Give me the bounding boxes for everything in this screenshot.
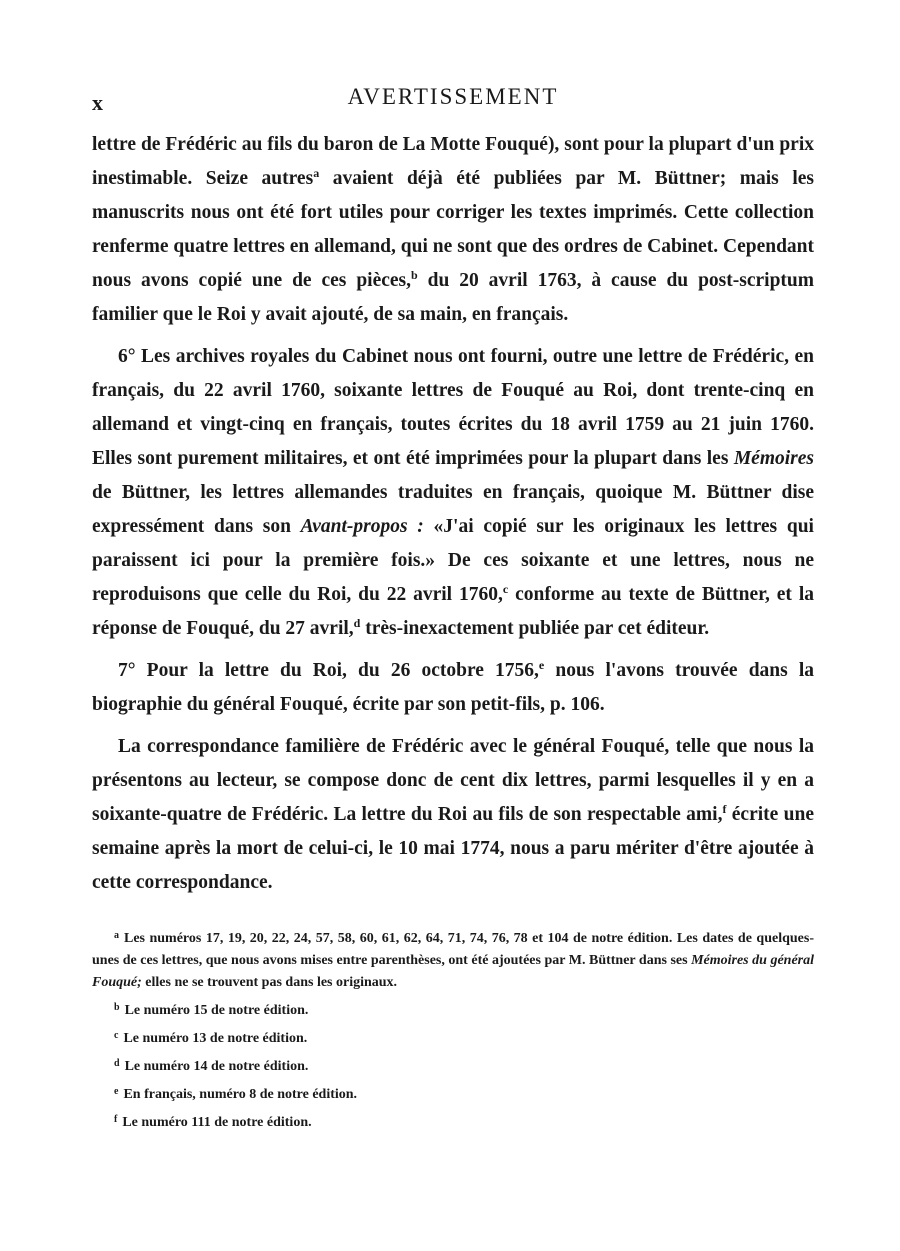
- text-run: très-inexactement publiée par cet éditeur.: [360, 618, 710, 639]
- footnote-e: [92, 1084, 814, 1106]
- footnote-text: elles ne se trouvent pas dans les originaux.: [141, 975, 398, 990]
- text-run: nous l'avons trouvée dans la biographie du général Fouqué, écrite par son petit-fils, p. 106.: [92, 660, 814, 715]
- paragraph-7: [92, 654, 814, 722]
- footnote-marker: a: [114, 930, 119, 941]
- text-run: La correspondance familière de Frédéric avec le général Fouqué, telle que nous la présentons au lecteur, se compose donc de cent dix lettres, parmi lesquelles il y en a soixante-quatre de Frédéric. La lettre du Roi au fils de son respectable ami,: [92, 736, 814, 825]
- footnote-ref-f: f: [722, 802, 727, 816]
- text-run: avaient déjà été publiées par M. Büttner; mais les manuscrits nous ont été fort utiles pour corriger les textes imprimés. Cette collection renferme quatre lettres en allemand, qui ne sont que des ordres de Cabinet. Cependant nous avons copié une de ces pièces,: [92, 168, 814, 291]
- paragraph-continuation: [92, 128, 814, 332]
- footnote-f: [92, 1112, 814, 1134]
- footnote-marker: f: [114, 1114, 118, 1125]
- page-header: [92, 84, 814, 114]
- footnote-ref-b: b: [411, 268, 418, 282]
- footnote-c: [92, 1028, 814, 1050]
- footnote-text: Le numéro 14 de notre édition.: [124, 1059, 309, 1074]
- text-run: «J'ai copié sur les originaux les lettres qui paraissent ici pour la première fois.» De ces soixante et une lettres, nous ne reproduisons que celle du Roi, du 22 avril 1760,: [92, 516, 814, 605]
- text-run: écrite une semaine après la mort de celui-ci, le 10 mai 1774, nous a paru mériter d'être ajoutée à cette correspondance.: [92, 804, 814, 893]
- footnote-marker: c: [114, 1030, 119, 1041]
- footnote-marker: b: [114, 1002, 120, 1013]
- footnote-b: [92, 1000, 814, 1022]
- footnote-text: En français, numéro 8 de notre édition.: [123, 1087, 358, 1102]
- text-run: du 20 avril 1763, à cause du post-scriptum familier que le Roi y avait ajouté, de sa main, en français.: [92, 270, 814, 325]
- footnote-a: [92, 928, 814, 994]
- italic-title: Mémoires: [733, 448, 814, 469]
- paragraph-conclusion: [92, 730, 814, 900]
- footnotes: [92, 928, 814, 1140]
- italic-title: Mémoires du général Fouqué;: [92, 953, 815, 990]
- footnote-marker: d: [114, 1058, 120, 1069]
- text-run: 6° Les archives royales du Cabinet nous ont fourni, outre une lettre de Frédéric, en français, du 22 avril 1760, soixante lettres de Fouqué au Roi, dont trente-cinq en allemand et vingt-cinq en français, toutes écrites du 18 avril 1759 au 21 juin 1760. Elles sont purement militaires, et ont été imprimées pour la plupart dans les: [92, 346, 814, 469]
- text-run: de Büttner, les lettres allemandes traduites en français, quoique M. Büttner dise expressément dans son: [92, 482, 814, 537]
- footnote-marker: e: [114, 1086, 119, 1097]
- footnote-d: [92, 1056, 814, 1078]
- footnote-ref-c: c: [502, 582, 509, 596]
- footnote-ref-d: d: [353, 616, 361, 630]
- footnote-ref-e: e: [538, 658, 545, 672]
- running-title: AVERTISSEMENT: [347, 84, 559, 109]
- body-text: [92, 128, 814, 908]
- paragraph-6: [92, 340, 814, 646]
- text-run: conforme au texte de Büttner, et la réponse de Fouqué, du 27 avril,: [92, 584, 814, 639]
- footnote-ref-a: a: [313, 166, 320, 180]
- footnote-text: Le numéro 111 de notre édition.: [122, 1115, 312, 1130]
- text-run: 7° Pour la lettre du Roi, du 26 octobre 1756,: [118, 660, 539, 681]
- italic-title: Avant-propos :: [300, 516, 424, 537]
- footnote-text: Le numéro 15 de notre édition.: [124, 1003, 309, 1018]
- page-number: x: [92, 90, 103, 115]
- text-run: lettre de Frédéric au fils du baron de La Motte Fouqué), sont pour la plupart d'un prix inestimable. Seize autres: [92, 134, 814, 189]
- footnote-text: Les numéros 17, 19, 20, 22, 24, 57, 58, 60, 61, 62, 64, 71, 74, 76, 78 et 104 de notre édition. Les dates de quelques-unes de ces lettres, que nous avons mises entre parenthèses, ont été ajoutées par M. Büttner dans ses: [92, 931, 814, 968]
- footnote-text: Le numéro 13 de notre édition.: [123, 1031, 308, 1046]
